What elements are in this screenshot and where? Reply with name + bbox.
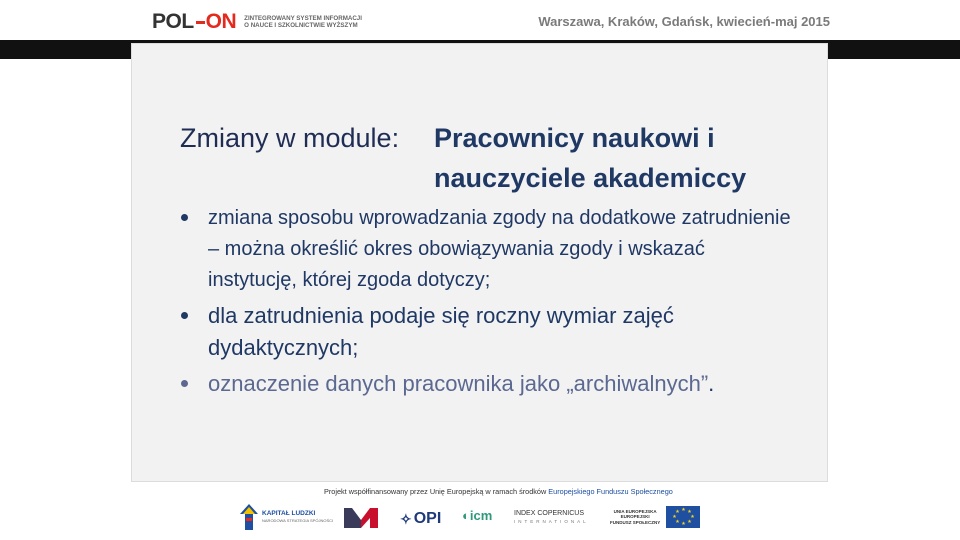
kapital-ludzki-text [262, 510, 333, 524]
footer-note [324, 487, 673, 496]
index-copernicus-text [514, 510, 589, 526]
kapital-ludzki-label: KAPITAŁ LUDZKI [262, 510, 316, 517]
title-prefix: Zmiany w module: [180, 123, 400, 153]
polon-logo-wordmark [152, 10, 236, 34]
mnisw-logo [344, 508, 378, 528]
eu-logo [610, 506, 700, 528]
bullet-icon [181, 214, 188, 221]
eu-line-1: UNIA EUROPEJSKA [613, 508, 657, 514]
kapital-ludzki-icon [240, 504, 258, 530]
opi-logo [400, 510, 441, 528]
location-date: Warszawa, Kraków, Gdańsk, kwiecień-maj 2015 [538, 14, 830, 29]
polon-logo [152, 10, 364, 34]
icm-icon: ◐ [462, 508, 470, 523]
eu-line-3: FUNDUSZ SPOŁECZNY [610, 519, 661, 525]
header [0, 0, 960, 40]
index-copernicus-label: INDEX COPERNICUS [514, 510, 585, 517]
mnisw-icon [344, 508, 378, 528]
bullet-text: zmiana sposobu wprowadzania zgody na dodatkowe zatrudnienie – można określić okres obowiązywania zgody i wskazać instytucję, której zgoda dotyczy; [208, 207, 791, 291]
list-item [178, 368, 798, 400]
eu-line-2: EUROPEJSKI [620, 514, 650, 520]
title-main: Pracownicy naukowi i nauczyciele akademiccy [434, 123, 747, 193]
list-item [178, 203, 798, 296]
kapital-ludzki-logo [240, 504, 333, 530]
bullet-trailing-dot: . [708, 371, 715, 396]
icm-logo [462, 508, 492, 523]
eu-flag-icon: ★ ★ ★ ★ ★ ★ ★ ★ [666, 506, 700, 528]
eu-text [610, 509, 660, 526]
bullet-icon [181, 380, 188, 387]
bullet-icon [181, 312, 188, 319]
logo-subtitle: ZINTEGROWANY SYSTEM INFORMACJI O NAUCE I SZKOLNICTWIE WYŻSZYM [244, 15, 362, 29]
bullet-list [178, 203, 798, 400]
logo-pol: POL [152, 10, 194, 33]
opi-label: OPI [413, 510, 442, 527]
footer-note-highlight: Europejskiego Funduszu Społecznego [548, 487, 673, 496]
bullet-text: dla zatrudnienia podaje się roczny wymiar zajęć dydaktycznych; [208, 303, 674, 360]
index-copernicus-logo [514, 510, 589, 526]
index-copernicus-sub: INTERNATIONAL [514, 519, 589, 524]
logo-dash [196, 21, 205, 24]
opi-icon: ✧ [400, 510, 412, 527]
logo-on: ON [205, 10, 237, 33]
kapital-ludzki-sub: NARODOWA STRATEGIA SPÓJNOŚCI [262, 518, 334, 523]
list-item [178, 300, 798, 364]
footer-note-prefix: Projekt współfinansowany przez Unię Europejską w ramach środków [324, 487, 549, 496]
icm-label: icm [469, 508, 493, 523]
bullet-text: oznaczenie danych pracownika jako „archiwalnych” [208, 371, 709, 396]
footer-logos [154, 484, 770, 540]
